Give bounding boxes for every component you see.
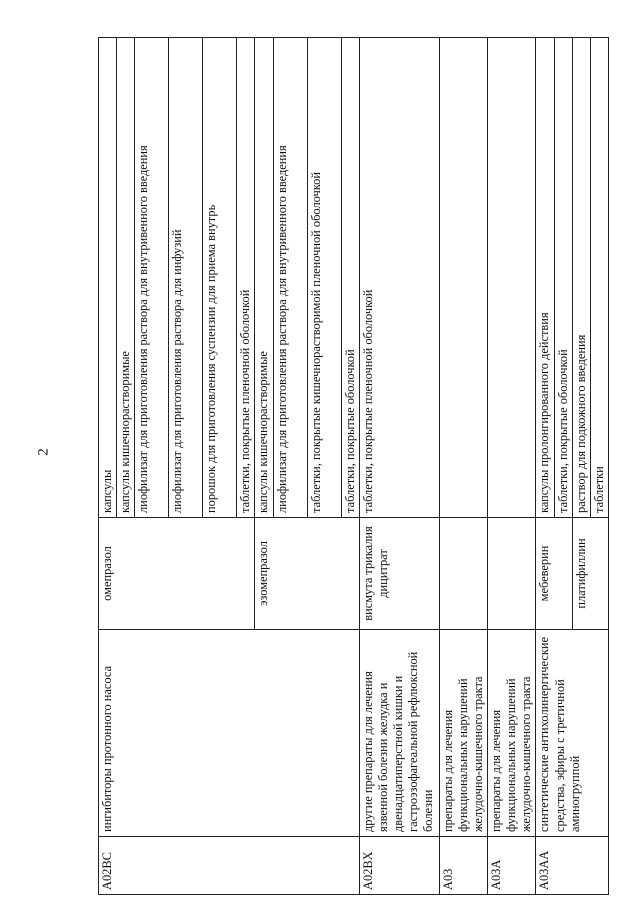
atc-code-cell: A03A bbox=[488, 837, 536, 895]
form-cell bbox=[488, 38, 536, 518]
inn-cell: висмута трикалия дицитрат bbox=[359, 518, 439, 630]
atc-code-cell: A03 bbox=[439, 837, 487, 895]
page-number: 2 bbox=[35, 448, 52, 456]
inn-cell bbox=[488, 518, 536, 630]
form-cell: таблетки, покрытые оболочкой bbox=[341, 38, 359, 518]
group-cell: синтетические антихолинергические средства, эфиры с третичной аминогруппой bbox=[536, 630, 609, 837]
drug-table bbox=[98, 37, 609, 895]
table-wrapper bbox=[98, 37, 606, 895]
inn-cell: омепразол bbox=[99, 518, 255, 630]
inn-cell: эзомепразол bbox=[255, 518, 359, 630]
inn-cell: мебеверин bbox=[536, 518, 572, 630]
form-cell bbox=[439, 38, 487, 518]
form-cell: таблетки bbox=[590, 38, 608, 518]
form-cell: таблетки, покрытые оболочкой bbox=[554, 38, 572, 518]
table-row bbox=[99, 38, 117, 895]
atc-code-cell: A03AA bbox=[536, 837, 609, 895]
inn-cell bbox=[439, 518, 487, 630]
group-cell: другие препараты для лечения язвенной болезни желудка и двенадцатиперстной кишки и гастроэзофагеальной рефлюксной болезни bbox=[359, 630, 439, 837]
form-cell: капсулы bbox=[99, 38, 117, 518]
form-cell: капсулы кишечнорастворимые bbox=[117, 38, 135, 518]
table-row bbox=[536, 38, 554, 895]
form-cell: порошок для приготовления суспензии для приема внутрь bbox=[203, 38, 237, 518]
table-row bbox=[439, 38, 487, 895]
atc-code-cell: A02BX bbox=[359, 837, 439, 895]
form-cell: лиофилизат для приготовления раствора для инфузий bbox=[169, 38, 203, 518]
form-cell: раствор для подкожного введения bbox=[572, 38, 590, 518]
group-cell: препараты для лечения функциональных нарушений желудочно-кишечного тракта bbox=[488, 630, 536, 837]
form-cell: капсулы кишечнорастворимые bbox=[255, 38, 273, 518]
group-cell: препараты для лечения функциональных нарушений желудочно-кишечного тракта bbox=[439, 630, 487, 837]
group-cell: ингибиторы протонного насоса bbox=[99, 630, 360, 837]
atc-code-cell: A02BC bbox=[99, 837, 360, 895]
form-cell: таблетки, покрытые кишечнорастворимой пленочной оболочкой bbox=[307, 38, 341, 518]
form-cell: таблетки, покрытые пленочной оболочкой bbox=[359, 38, 439, 518]
form-cell: лиофилизат для приготовления раствора для внутривенного введения bbox=[273, 38, 307, 518]
inn-cell: платифиллин bbox=[572, 518, 608, 630]
form-cell: капсулы пролонгированного действия bbox=[536, 38, 554, 518]
table-row bbox=[488, 38, 536, 895]
table-row bbox=[359, 38, 439, 895]
form-cell: лиофилизат для приготовления раствора для внутривенного введения bbox=[135, 38, 169, 518]
form-cell: таблетки, покрытые пленочной оболочкой bbox=[237, 38, 255, 518]
